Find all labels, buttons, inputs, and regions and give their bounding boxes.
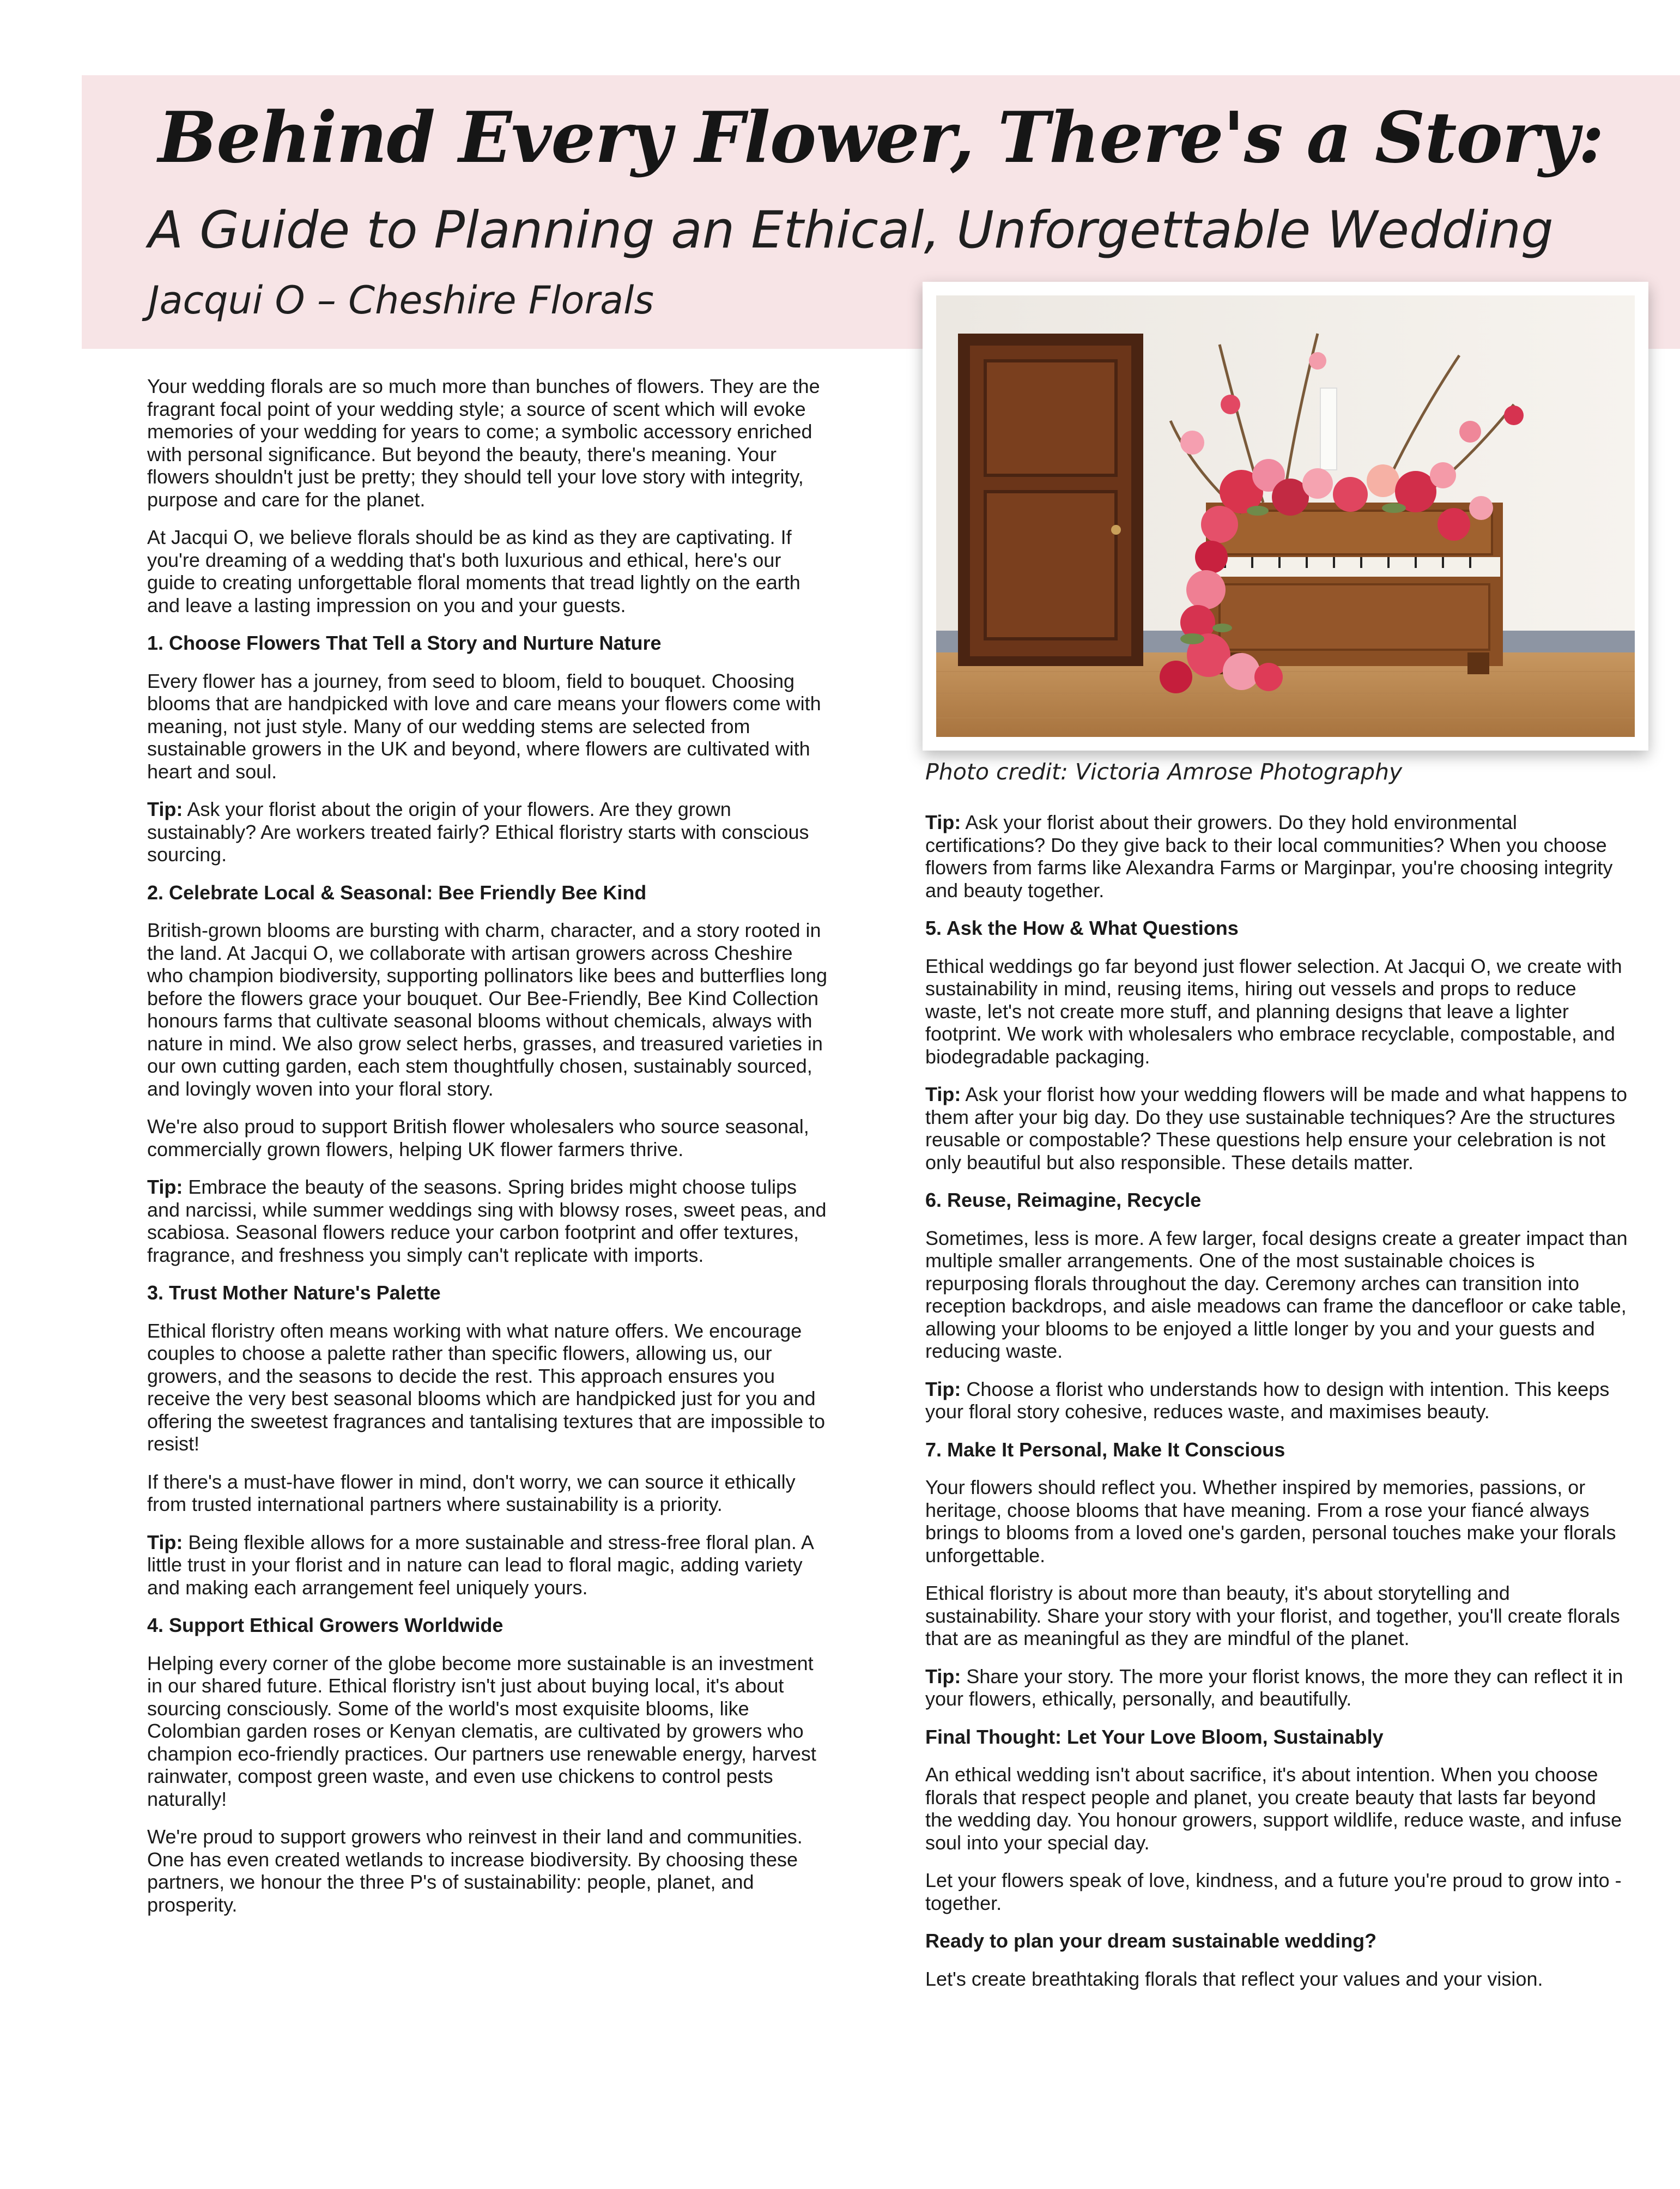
body-paragraph: Ethical floristry is about more than beauty, it's about storytelling and sustainability. Share your story with your florist, and together, you'll create florals that are as meaningful as they are mindful of the planet. bbox=[925, 1582, 1620, 1649]
section-heading: 2. Celebrate Local & Seasonal: Bee Friendly Bee Kind bbox=[147, 881, 647, 904]
photo-of-piano-with-flowers-icon bbox=[936, 295, 1635, 737]
section-heading: Final Thought: Let Your Love Bloom, Sustainably bbox=[925, 1725, 1384, 1748]
body-paragraph: Helping every corner of the globe become more sustainable is an investment in our shared future. Ethical floristry isn't just about buying local, it's about sourcing consciously. Some of the world's most exquisite blooms, like Colombian garden roses or Kenyan clematis, are cultivated by growers who champion eco-friendly practices. Our partners use renewable energy, harvest rainwater, compost green waste, and even use chickens to control pests naturally! bbox=[147, 1652, 816, 1810]
tip-text: Ask your florist about the origin of your flowers. Are they grown sustainably? Are workers treated fairly? Ethical floristry starts with conscious sourcing. bbox=[147, 798, 809, 866]
article-byline: Jacqui O – Cheshire Florals bbox=[148, 278, 654, 323]
tip-label: Tip: bbox=[147, 1531, 183, 1553]
tip-paragraph bbox=[925, 1665, 1628, 1710]
tip-text: Ask your florist about their growers. Do they hold environmental certifications? Do they give back to their local communities? When you choose flowers from farms like Alexandra Farms or Marginpar, you're choosing integrity and beauty together. bbox=[925, 811, 1613, 902]
tip-label: Tip: bbox=[147, 798, 183, 820]
tip-text: Choose a florist who understands how to design with intention. This keeps your floral story cohesive, reduces waste, and maximises beauty. bbox=[925, 1377, 1610, 1423]
tip-paragraph bbox=[925, 811, 1628, 902]
tip-paragraph bbox=[147, 798, 834, 866]
tip-label: Tip: bbox=[925, 811, 961, 833]
right-column bbox=[925, 811, 1628, 2005]
body-paragraph: We're also proud to support British flower wholesalers who source seasonal, commercially grown flowers, helping UK flower farmers thrive. bbox=[147, 1115, 809, 1160]
section-heading: 1. Choose Flowers That Tell a Story and Nurture Nature bbox=[147, 632, 662, 654]
section-heading: 6. Reuse, Reimagine, Recycle bbox=[925, 1189, 1202, 1211]
section-heading: Ready to plan your dream sustainable wedding? bbox=[925, 1930, 1377, 1952]
intro-paragraph: Your wedding florals are so much more than bunches of flowers. They are the fragrant focal point of your wedding style; a source of scent which will evoke memories of your wedding for years to come; a symbolic accessory enriched with personal significance. But beyond the beauty, there's meaning. Your flowers shouldn't just be pretty; they should tell your love story with integrity, purpose and care for the planet. bbox=[147, 375, 820, 511]
tip-paragraph bbox=[147, 1531, 834, 1599]
body-paragraph: Sometimes, less is more. A few larger, focal designs create a greater impact than multiple smaller arrangements. One of the most sustainable choices is repurposing florals throughout the day. Ceremony arches can transition into reception backdrops, and aisle meadows can frame the dancefloor or cake table, allowing your blooms to be enjoyed a little longer by you and your guests and reducing waste. bbox=[925, 1226, 1628, 1362]
body-paragraph: If there's a must-have flower in mind, don't worry, we can source it ethically from trusted international partners where sustainability is a priority. bbox=[147, 1470, 796, 1515]
tip-text: Share your story. The more your florist knows, the more they can reflect it in your flowers, ethically, personally, and beautifully. bbox=[925, 1665, 1623, 1710]
body-paragraph: Let your flowers speak of love, kindness, and a future you're proud to grow into - together. bbox=[925, 1869, 1622, 1914]
tip-text: Ask your florist how your wedding flowers will be made and what happens to them after your big day. Do they use sustainable techniques? Are the structures reusable or compostable? These questions help ensure your celebration is not only beautiful but also responsible. These details matter. bbox=[925, 1083, 1627, 1174]
tip-text: Embrace the beauty of the seasons. Spring brides might choose tulips and narcissi, while summer weddings sing with blowsy roses, sweet peas, and scabiosa. Seasonal flowers reduce your carbon footprint and offer textures, fragrance, and freshness you simply can't replicate with imports. bbox=[147, 1176, 827, 1266]
body-paragraph: Your flowers should reflect you. Whether inspired by memories, passions, or heritage, choose blooms that have meaning. From a rose your fiancé always brings to blooms from a loved one's garden, personal touches make your florals unforgettable. bbox=[925, 1476, 1616, 1567]
tip-text: Being flexible allows for a more sustainable and stress-free floral plan. A little trust in your florist and in nature can lead to floral magic, adding variety and making each arrangement feel uniquely yours. bbox=[147, 1531, 813, 1599]
article-photo bbox=[923, 282, 1648, 751]
intro-paragraph: At Jacqui O, we believe florals should be as kind as they are captivating. If you're dreaming of a wedding that's both luxurious and ethical, here's our guide to creating unforgettable floral moments that tread lightly on the earth and leave a lasting impression on you and your guests. bbox=[147, 526, 800, 616]
tip-label: Tip: bbox=[925, 1083, 961, 1105]
body-paragraph: Every flower has a journey, from seed to bloom, field to bouquet. Choosing blooms that are handpicked with love and care means your flowers come with meaning, not just style. Many of our wedding stems are selected from sustainable growers in the UK and beyond, where flowers are cultivated with heart and soul. bbox=[147, 669, 821, 783]
tip-paragraph bbox=[147, 1176, 834, 1266]
section-heading: 7. Make It Personal, Make It Conscious bbox=[925, 1438, 1285, 1461]
body-paragraph: Ethical floristry often means working with what nature offers. We encourage couples to choose a palette rather than specific flowers, allowing us, our growers, and the seasons to decide the rest. This approach ensures you receive the very best seasonal blooms which are handpicked just for you and offering the sweetest fragrances and tantalising textures that are impossible to resist! bbox=[147, 1319, 826, 1455]
photo-caption: Photo credit: Victoria Amrose Photography bbox=[925, 759, 1403, 785]
left-column bbox=[147, 375, 834, 1931]
article-title: Behind Every Flower, There's a Story: bbox=[158, 97, 1604, 179]
tip-paragraph bbox=[925, 1083, 1628, 1174]
body-paragraph: An ethical wedding isn't about sacrifice, it's about intention. When you choose florals that respect people and planet, you create beauty that lasts far beyond the wedding day. You honour growers, support wildlife, reduce waste, and infuse soul into your special day. bbox=[925, 1763, 1622, 1854]
body-paragraph: Let's create breathtaking florals that reflect your values and your vision. bbox=[925, 1967, 1543, 1990]
body-paragraph: Ethical weddings go far beyond just flower selection. At Jacqui O, we create with sustainability in mind, reusing items, hiring out vessels and props to reduce waste, let's not create more stuff, and planning designs that leave a lighter footprint. We work with wholesalers who embrace recyclable, compostable, and biodegradable packaging. bbox=[925, 954, 1622, 1068]
tip-label: Tip: bbox=[925, 1665, 961, 1688]
body-paragraph: We're proud to support growers who reinvest in their land and communities. One has even created wetlands to increase biodiversity. By choosing these partners, we honour the three P's of sustainability: people, planet, and prosperity. bbox=[147, 1825, 803, 1916]
section-heading: 4. Support Ethical Growers Worldwide bbox=[147, 1614, 504, 1636]
tip-label: Tip: bbox=[147, 1176, 183, 1198]
section-heading: 3. Trust Mother Nature's Palette bbox=[147, 1281, 441, 1304]
tip-label: Tip: bbox=[925, 1377, 961, 1400]
section-heading: 5. Ask the How & What Questions bbox=[925, 917, 1239, 939]
article-subtitle: A Guide to Planning an Ethical, Unforgettable Wedding bbox=[148, 201, 1554, 260]
body-paragraph: British-grown blooms are bursting with charm, character, and a story rooted in the land. At Jacqui O, we collaborate with artisan growers across Cheshire who champion biodiversity, supporting pollinators like bees and butterflies long before the flowers grace your bouquet. Our Bee-Friendly, Bee Kind Collection honours farms that cultivate seasonal blooms without chemicals, always with nature in mind. We also grow select herbs, grasses, and treasured varieties in our own cutting garden, each stem thoughtfully chosen, sustainably sourced, and lovingly woven into your floral story. bbox=[147, 919, 828, 1100]
tip-paragraph bbox=[925, 1378, 1628, 1423]
